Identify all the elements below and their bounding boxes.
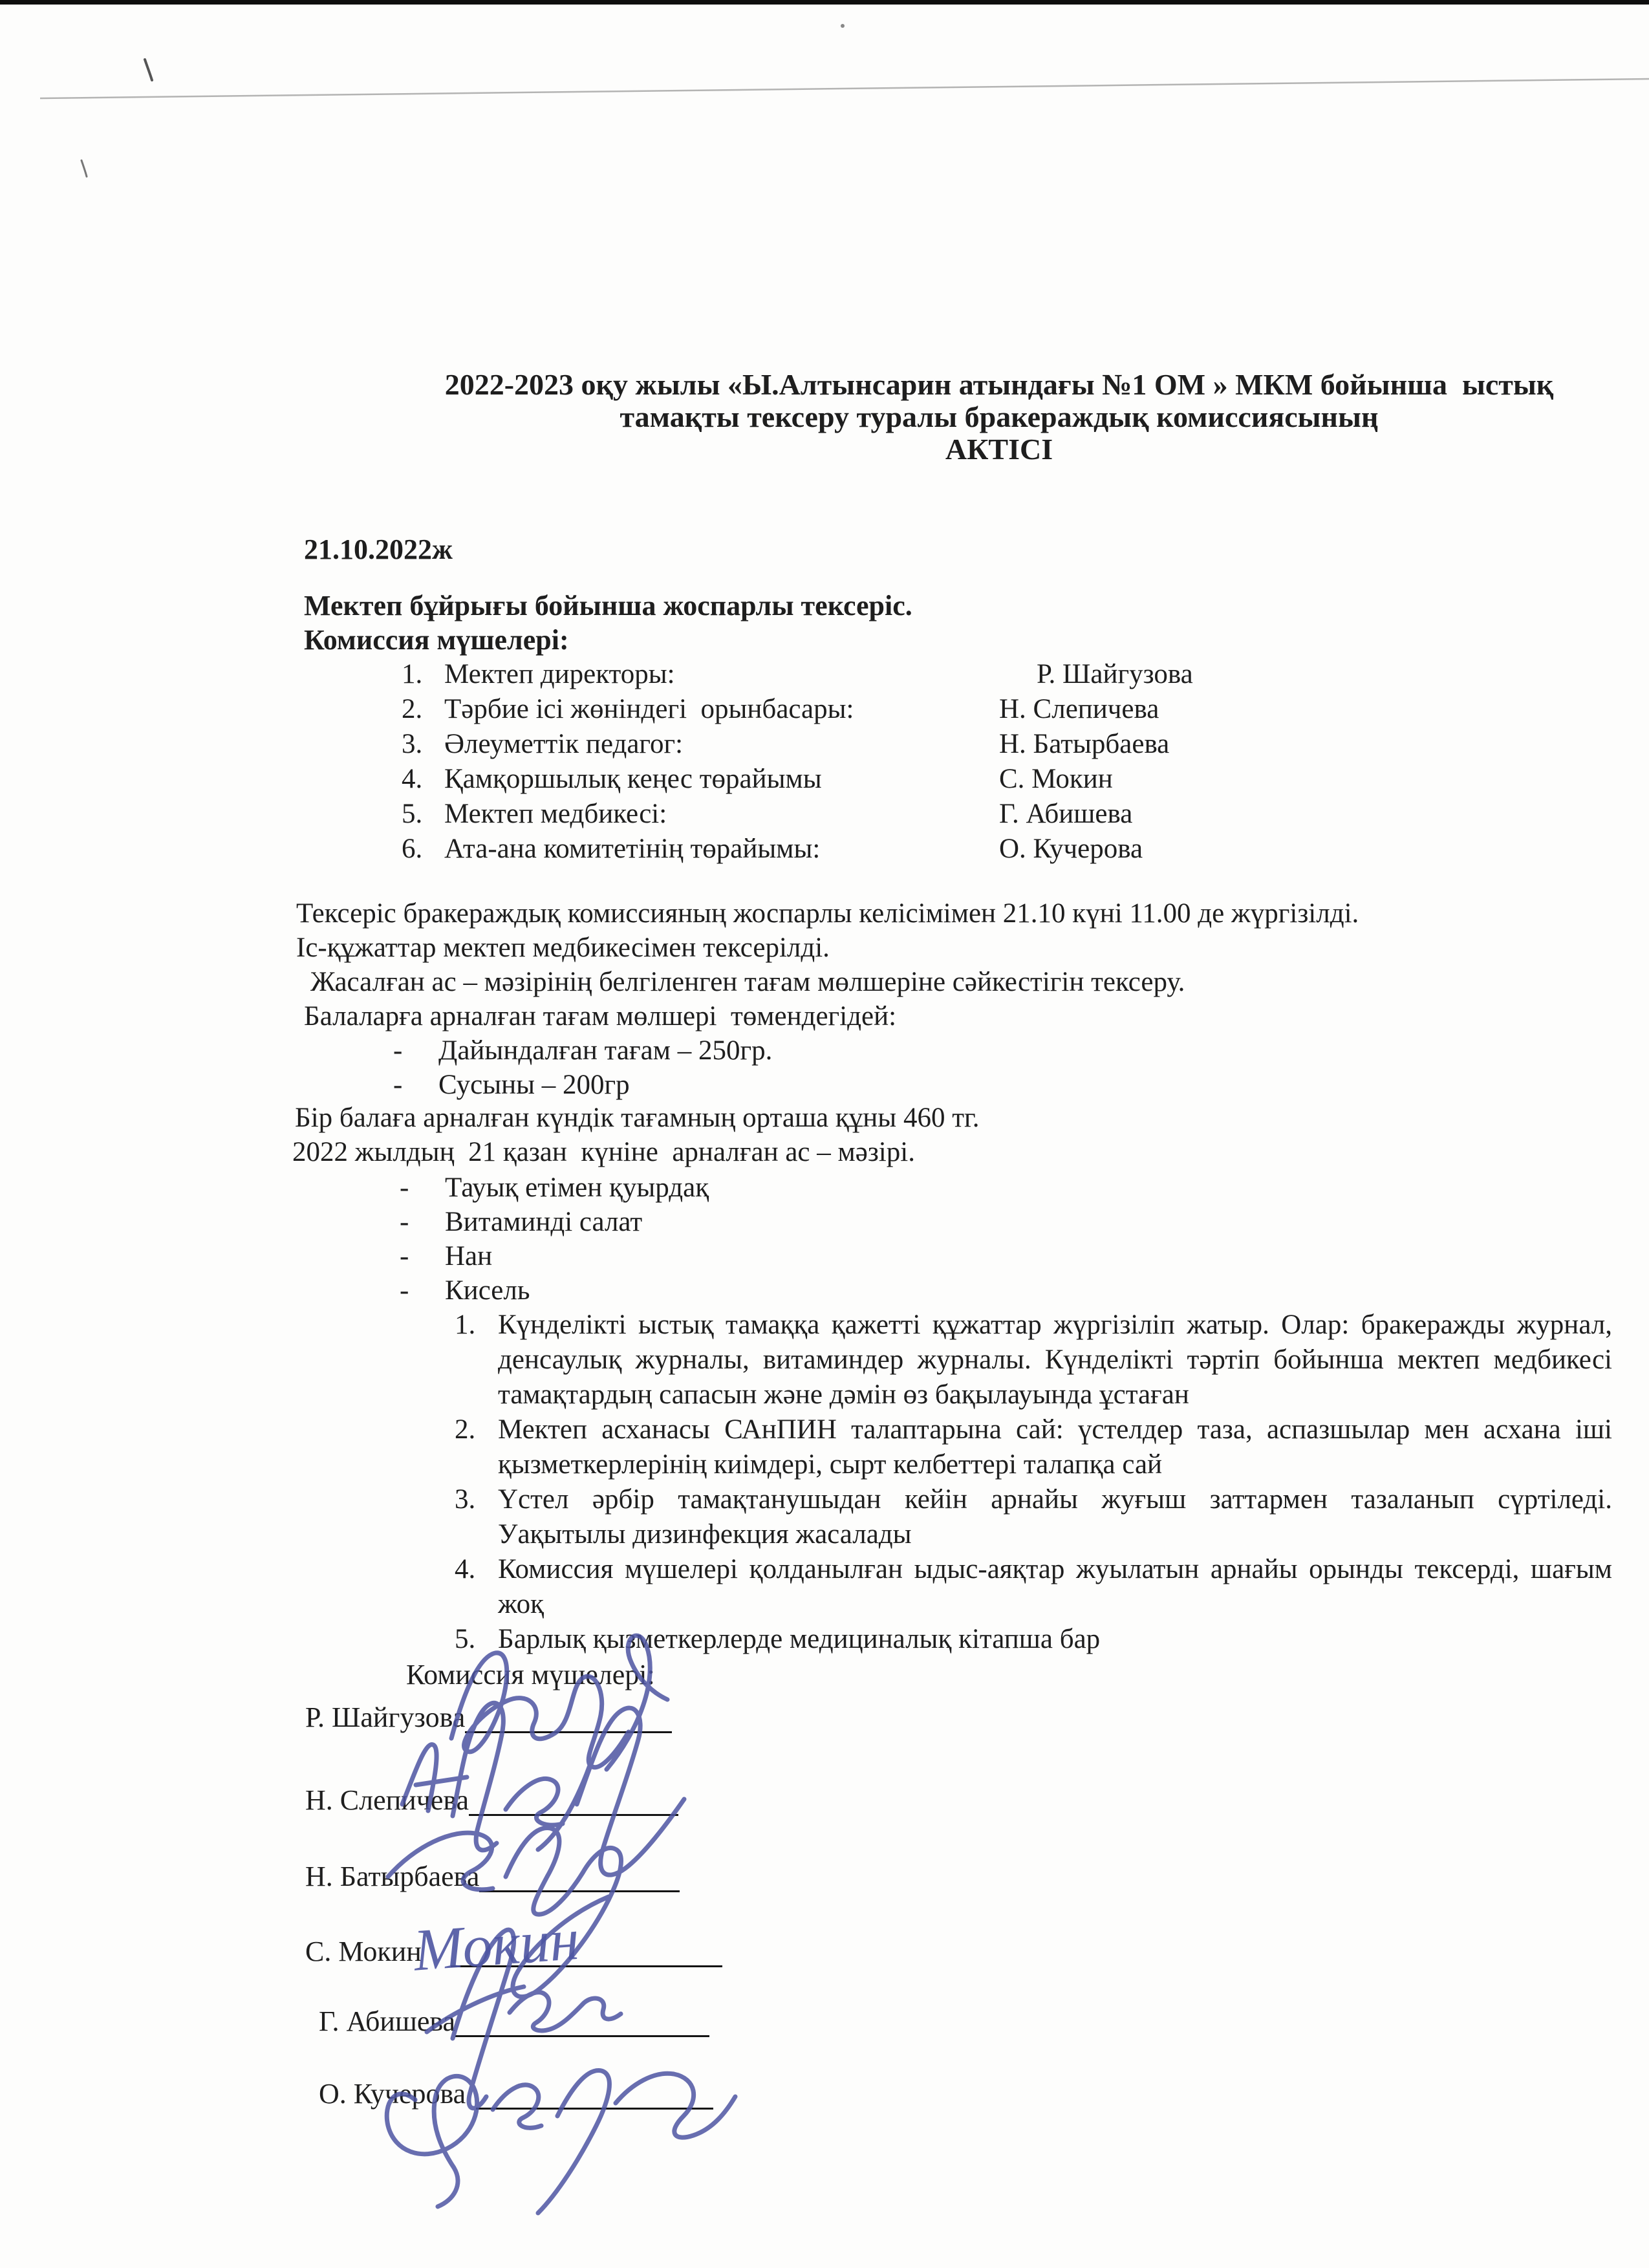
menu-date-line: 2022 жылдың 21 қазан күніне арналған ас – мәзірі. <box>292 1137 915 1167</box>
portion-item <box>393 1033 772 1068</box>
member-number: 6. <box>402 834 423 864</box>
finding-item <box>455 1552 1612 1622</box>
title-line-2: тамақты тексеру туралы бракераждық комиссиясының <box>620 400 1379 433</box>
commission-member-row <box>402 763 1113 798</box>
menu-item <box>400 1205 709 1239</box>
summary-line: Тексеріс бракераждық комиссияның жоспарлы келісімімен 21.10 күні 11.00 де жүргізілді. <box>296 898 1359 929</box>
commission-member-row <box>402 798 1133 833</box>
member-role: Тәрбие ісі жөніндегі орынбасары: <box>444 694 854 724</box>
signature-row <box>305 1935 722 1968</box>
signature-row <box>305 1784 678 1817</box>
member-number: 2. <box>402 694 423 724</box>
pen-mark-artifact <box>145 59 152 80</box>
dash-marker: - <box>400 1275 409 1306</box>
inspection-type-block <box>304 589 912 657</box>
member-role: Мектеп медбикесі: <box>444 799 667 829</box>
member-role: Мектеп директоры: <box>444 659 675 689</box>
member-role: Қамқоршылық кеңес төрайымы <box>444 764 822 794</box>
signer-name: Р. Шайгузова <box>305 1701 466 1733</box>
finding-text: Мектеп асханасы САнПИН талаптарына сай: үстелдер таза, аспазшылар мен асхана іші қызметкерлерінің киімдері, сырт келбеттері талапқа сай <box>498 1414 1612 1480</box>
member-name: С. Мокин <box>999 764 1113 794</box>
commission-heading: Комиссия мүшелері: <box>304 624 569 656</box>
menu-item <box>400 1273 709 1308</box>
menu-list <box>400 1171 709 1308</box>
menu-item <box>400 1171 709 1205</box>
title-line-1: 2022-2023 оқу жылы «Ы.Алтынсарин атындағы №1 ОМ » МКМ бойынша ыстық <box>444 368 1554 401</box>
signer-name: О. Кучерова <box>319 2078 466 2110</box>
daily-cost-line: Бір балаға арналған күндік тағамның орташа құны 460 тг. <box>295 1103 980 1133</box>
signature-row <box>319 2005 709 2038</box>
member-role: Ата-ана комитетінің төрайымы: <box>444 834 821 864</box>
finding-item <box>455 1412 1612 1482</box>
portion-item <box>393 1068 772 1102</box>
portion-list <box>393 1033 772 1102</box>
finding-item <box>455 1622 1612 1657</box>
menu-text: Кисель <box>445 1275 530 1306</box>
portion-text: Сусыны – 200гр <box>438 1070 630 1100</box>
menu-text: Тауық етімен қуырдақ <box>445 1172 709 1203</box>
finding-number: 4. <box>455 1554 476 1584</box>
member-name: Н. Слепичева <box>999 694 1159 724</box>
signature-line <box>469 1806 678 1816</box>
commission-member-row <box>402 833 1143 868</box>
commission-member-row <box>402 728 1170 763</box>
signer-name: Г. Абишева <box>319 2005 456 2037</box>
finding-number: 3. <box>455 1484 476 1515</box>
member-name: Р. Шайгузова <box>1037 659 1193 689</box>
findings-list <box>455 1308 1612 1657</box>
menu-text: Нан <box>445 1241 493 1271</box>
menu-text: Витаминді салат <box>445 1207 643 1237</box>
finding-item <box>455 1482 1612 1552</box>
member-number: 4. <box>402 764 423 794</box>
signature-ink-mokin-text: Мокин <box>411 1905 581 1983</box>
member-number: 3. <box>402 729 423 759</box>
pen-mark-artifact <box>81 160 87 177</box>
document-title <box>375 369 1623 466</box>
member-name: Н. Батырбаева <box>999 729 1170 759</box>
member-role: Әлеуметтік педагог: <box>444 729 684 759</box>
finding-number: 1. <box>455 1310 476 1340</box>
finding-text: Үстел әрбір тамақтанушыдан кейін арнайы жуғыш заттармен тазаланып сүртіледі. Уақытылы дизинфекция жасалады <box>498 1484 1612 1550</box>
scan-edge-artifact <box>0 0 1649 5</box>
scan-line-artifact <box>40 79 1649 98</box>
dash-marker: - <box>400 1207 409 1237</box>
signature-line <box>476 2100 713 2110</box>
signature-line <box>451 1958 722 1967</box>
dash-marker: - <box>400 1241 409 1271</box>
summary-line: Балаларға арналған тағам мөлшері төмендегідей: <box>304 1001 897 1031</box>
signature-line <box>455 2027 709 2037</box>
menu-item <box>400 1239 709 1273</box>
inspection-summary <box>296 896 1359 1033</box>
signature-heading: Комиссия мүшелері: <box>406 1659 655 1690</box>
summary-line: Жасалған ас – мәзірінің белгіленген тағам мөлшеріне сәйкестігін тексеру. <box>310 967 1185 997</box>
member-name: О. Кучерова <box>999 834 1143 864</box>
dash-marker: - <box>393 1070 403 1100</box>
dash-marker: - <box>393 1035 403 1066</box>
commission-member-list <box>402 658 1193 868</box>
signature-row <box>319 2077 713 2110</box>
finding-item <box>455 1308 1612 1412</box>
signer-name: Н. Слепичева <box>305 1784 469 1816</box>
signer-name: Н. Батырбаева <box>305 1861 480 1892</box>
commission-member-row <box>402 658 1193 693</box>
signature-row <box>305 1860 680 1893</box>
signature-row <box>305 1701 672 1734</box>
commission-member-row <box>402 693 1159 728</box>
dash-marker: - <box>400 1172 409 1203</box>
signature-line <box>479 1883 680 1892</box>
signature-line <box>465 1723 672 1733</box>
member-name: Г. Абишева <box>999 799 1133 829</box>
member-number: 1. <box>402 659 423 689</box>
inspection-type: Мектеп бұйрығы бойынша жоспарлы тексеріс. <box>304 590 912 621</box>
member-number: 5. <box>402 799 423 829</box>
title-line-3: АКТІСІ <box>945 433 1053 466</box>
finding-number: 5. <box>455 1624 476 1654</box>
summary-line: Іс-құжаттар мектеп медбикесімен тексерілді. <box>296 933 830 963</box>
signer-name: С. Мокин <box>305 1936 422 1967</box>
finding-text: Күнделікті ыстық тамаққа қажетті құжаттар жүргізіліп жатыр. Олар: бракеражды журнал, денсаулық журналы, витаминдер журналы. Күнделікті тәртіп бойынша мектеп медбикесі тамақтардың сапасын және дәмін өз бақылауында ұстаған <box>498 1310 1612 1410</box>
finding-text: Барлық қызметкерлерде медициналық кітапша бар <box>498 1624 1101 1654</box>
finding-number: 2. <box>455 1414 476 1445</box>
portion-text: Дайындалған тағам – 250гр. <box>438 1035 773 1066</box>
speck-artifact <box>841 24 845 28</box>
finding-text: Комиссия мүшелері қолданылған ыдыс-аяқтар жуылатын арнайы орынды тексерді, шағым жоқ <box>498 1554 1612 1619</box>
document-date: 21.10.2022ж <box>304 534 453 565</box>
signature-ink-batyrbaeva <box>388 1828 621 1997</box>
